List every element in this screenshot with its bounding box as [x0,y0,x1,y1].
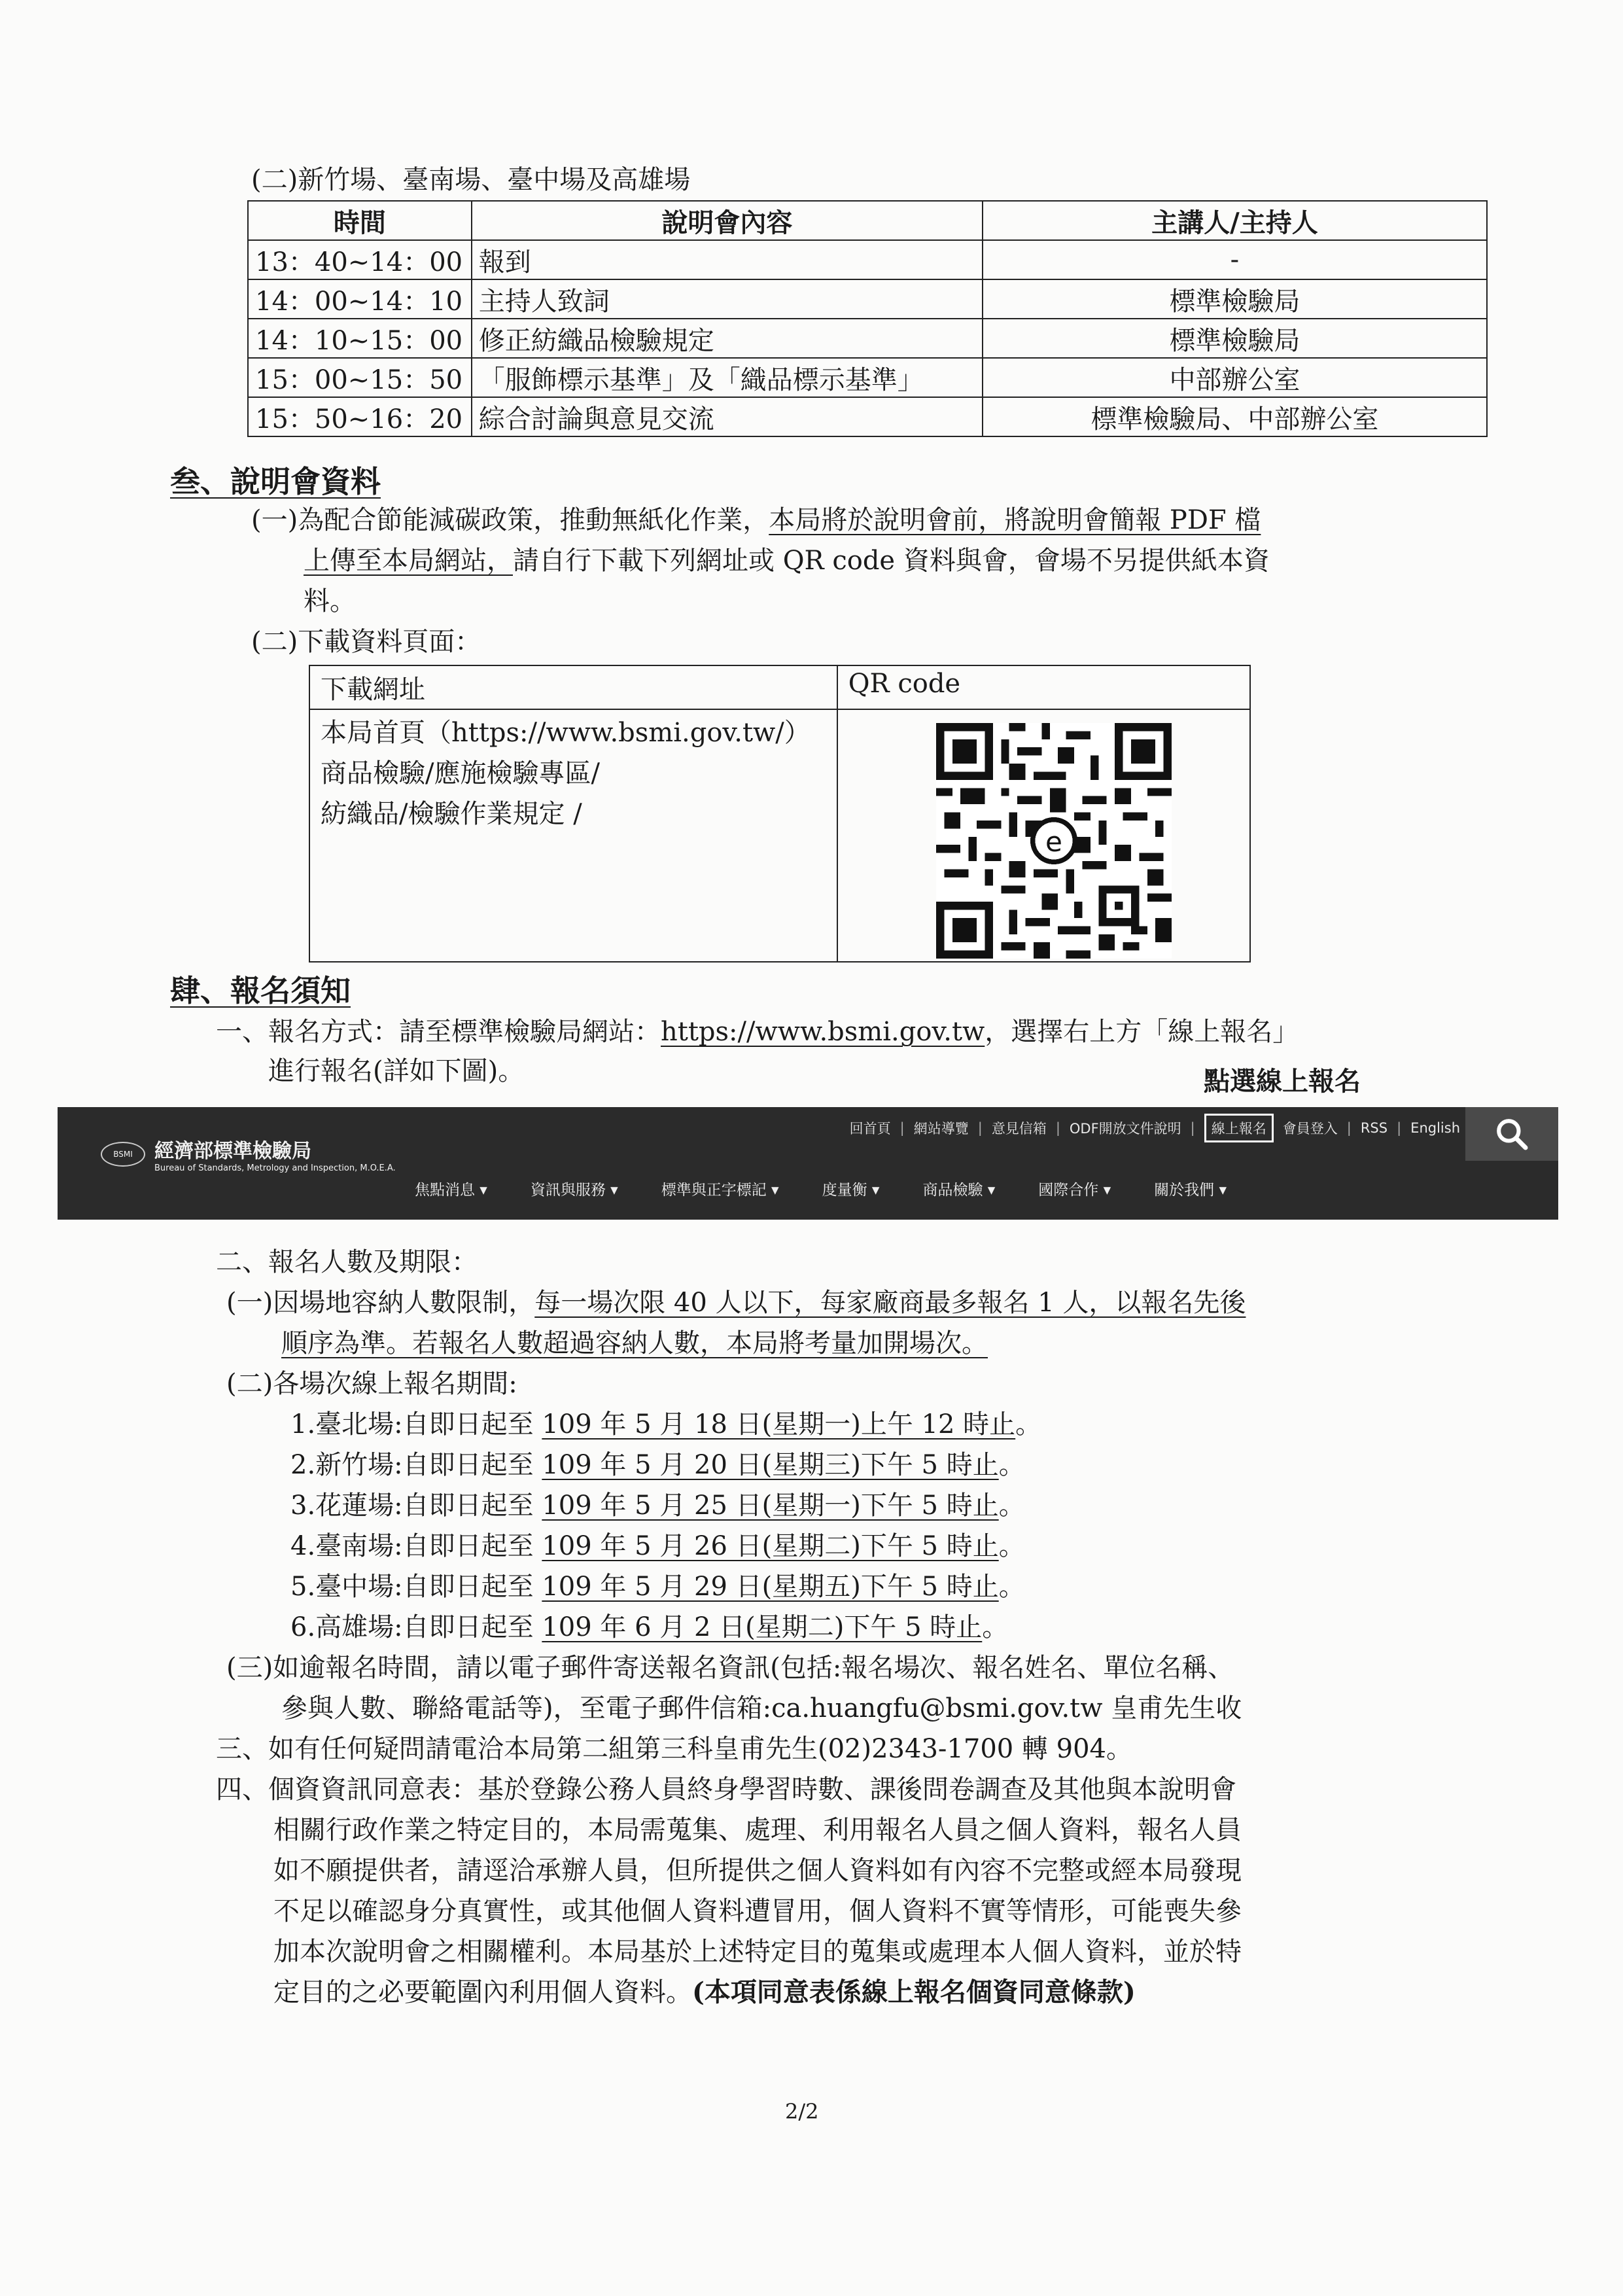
qr-code-image[interactable] [936,723,1172,959]
qr-cell [837,709,1250,962]
cell-content: 綜合討論與意見交流 [472,397,983,436]
sec4-item1-text-b: ，選擇右上方「線上報名」 [985,1017,1299,1047]
table-header-row [248,201,1487,240]
cell-time: 14：10~15：00 [248,319,472,358]
svg-text:e: e [1045,826,1062,858]
download-url-line[interactable]: 商品檢驗/應施檢驗專區/ [321,758,600,788]
item2-para3-line2: 參與人數、聯絡電話等)，至電子郵件信箱:ca.huangfu@bsmi.gov.tw 皇甫先生收 [281,1693,1242,1723]
download-header-url: 下載網址 [309,665,837,709]
nav-inspection[interactable]: 商品檢驗 ▾ [922,1182,996,1199]
cell-content: 報到 [472,240,983,279]
download-row [309,709,1250,962]
venue-deadline: 109 年 5 月 18 日(星期一)上午 12 時止 [542,1409,1016,1439]
top-links-bar: 回首頁 | 網站導覽 | 意見信箱 | ODF開放文件說明 | 線上報名 會員登入 | RSS | English [850,1114,1460,1142]
item4-last-line [273,1976,1136,2009]
download-url-cell [309,709,837,962]
venue-label: 3.花蓮場:自即日起至 [290,1491,542,1521]
venue-suffix: 。 [998,1572,1025,1602]
download-header-qr: QR code [837,665,1250,709]
table-row [248,358,1487,397]
table-row [248,279,1487,319]
column-header-time: 時間 [248,201,472,240]
search-button[interactable] [1465,1107,1558,1161]
venue-deadline: 109 年 5 月 20 日(星期三)下午 5 時止 [542,1450,999,1480]
top-link-online-registration[interactable]: 線上報名 [1204,1114,1274,1142]
nav-info-services[interactable]: 資訊與服務 ▾ [530,1182,618,1199]
venue-deadline: 109 年 6 月 2 日(星期二)下午 5 時止 [542,1612,983,1642]
item4-line: 加本次說明會之相關權利。本局基於上述特定目的蒐集或處理本人個人資料，並於特 [273,1937,1242,1967]
table-row [248,319,1487,358]
top-link-member-login[interactable]: 會員登入 [1282,1121,1338,1137]
venue-suffix: 。 [982,1612,1009,1642]
cell-time: 15：00~15：50 [248,358,472,397]
venue-suffix: 。 [998,1491,1025,1521]
download-table [309,665,1251,963]
item2-p1-underlined: 每一場次限 40 人以下，每家廠商最多報名 1 人，以報名先後 [534,1288,1246,1318]
sec3-p1-text2: 請自行下載下列網址或 QR code 資料與會，會場不另提供紙本資 [513,546,1270,576]
cell-speaker: 標準檢驗局 [983,319,1487,358]
top-link-feedback[interactable]: 意見信箱 [991,1121,1047,1137]
sec3-p1-underlined: 本局將於說明會前，將說明會簡報 PDF 檔 [769,505,1261,535]
sec3-p1-text: (一)為配合節能減碳政策，推動無紙化作業， [251,505,769,535]
column-header-speaker: 主講人/主持人 [983,201,1487,240]
item2-para3-line1: (三)如逾報名時間，請以電子郵件寄送報名資訊(包括:報名場次、報名姓名、單位名稱、 [226,1653,1234,1683]
sec4-item1-text: 一、報名方式：請至標準檢驗局網站： [216,1017,661,1047]
venue-suffix: 。 [998,1450,1025,1480]
column-header-content: 說明會內容 [472,201,983,240]
venue-period-line [290,1449,1025,1481]
item2-title: 二、報名人數及期限： [216,1247,478,1277]
item4-consent-note: (本項同意表係線上報名個資同意條款) [692,1977,1136,2007]
venue-period-line [290,1570,1025,1603]
logo-title: 經濟部標準檢驗局 [154,1140,311,1163]
section-3-title: 叁、說明會資料 [170,464,381,499]
sec4-item1-line2: 進行報名(詳如下圖)。 [268,1056,525,1086]
nav-metrology[interactable]: 度量衡 ▾ [822,1182,880,1199]
website-banner [58,1107,1558,1220]
venue-period-line [290,1611,1008,1644]
sec4-item1-line1 [216,1016,1299,1048]
logo-subtitle: Bureau of Standards, Metrology and Inspection, M.O.E.A. [154,1163,396,1173]
cell-speaker: 標準檢驗局、中部辦公室 [983,397,1487,436]
item4-line: 如不願提供者，請逕洽承辦人員，但所提供之個人資料如有內容不完整或經本局發現 [273,1856,1242,1886]
venue-label: 5.臺中場:自即日起至 [290,1572,542,1602]
top-link-rss[interactable]: RSS [1360,1120,1388,1136]
venue-suffix: 。 [998,1531,1025,1561]
main-nav [415,1178,1270,1199]
venue-period-line [290,1530,1025,1563]
callout-label: 點選線上報名 [1204,1066,1361,1097]
sec3-p1-underlined2: 上傳至本局網站， [304,546,513,576]
item2-para1-line2: 順序為準。若報名人數超過容納人數，本局將考量加開場次。 [281,1328,988,1358]
sec3-para2: (二)下載資料頁面： [251,627,481,657]
top-link-english[interactable]: English [1410,1120,1460,1136]
item2-para1-line1 [226,1286,1246,1319]
venue-period-line [290,1489,1025,1522]
sec3-para1-line3: 料。 [304,586,356,616]
venue-deadline: 109 年 5 月 25 日(星期一)下午 5 時止 [542,1491,999,1521]
item4-line: 不足以確認身分真實性，或其他個人資料遭冒用，個人資料不實等情形，可能喪失參 [273,1896,1242,1926]
bsmi-emblem-icon [101,1142,145,1167]
nav-about[interactable]: 關於我們 ▾ [1154,1182,1227,1199]
table-row [248,240,1487,279]
cell-speaker: - [983,240,1487,279]
nav-standards[interactable]: 標準與正字標記 ▾ [661,1182,779,1199]
venue-suffix: 。 [1015,1409,1042,1439]
bsmi-emblem-text: BSMI [113,1149,133,1159]
cell-content: 修正紡織品檢驗規定 [472,319,983,358]
venue-deadline: 109 年 5 月 29 日(星期五)下午 5 時止 [542,1572,999,1602]
schedule-table [247,200,1488,437]
cell-time: 14：00~14：10 [248,279,472,319]
cell-content: 「服飾標示基準」及「織品標示基準」 [472,358,983,397]
table-row [248,397,1487,436]
item4-last-text: 定目的之必要範圍內利用個人資料。 [273,1977,692,2007]
section-4-title: 肆、報名須知 [170,973,351,1008]
nav-news[interactable]: 焦點消息 ▾ [415,1182,487,1199]
venue-label: 4.臺南場:自即日起至 [290,1531,542,1561]
download-url-line[interactable]: 本局首頁（https://www.bsmi.gov.tw/） [321,718,811,748]
download-url-line[interactable]: 紡織品/檢驗作業規定 / [321,799,582,829]
venue-label: 2.新竹場:自即日起至 [290,1450,542,1480]
search-icon [1493,1116,1530,1152]
venue-deadline: 109 年 5 月 26 日(星期二)下午 5 時止 [542,1531,999,1561]
nav-international[interactable]: 國際合作 ▾ [1038,1182,1111,1199]
cell-speaker: 標準檢驗局 [983,279,1487,319]
sec3-para1-line1 [251,504,1261,537]
item4-line: 相關行政作業之特定目的，本局需蒐集、處理、利用報名人員之個人資料，報名人員 [273,1815,1242,1845]
bsmi-url-link[interactable]: https://www.bsmi.gov.tw [661,1017,985,1047]
top-link-home[interactable]: 回首頁 [849,1121,891,1137]
item2-p1-text: (一)因場地容納人數限制， [226,1288,535,1318]
item4-line: 四、個資資訊同意表：基於登錄公務人員終身學習時數、課後問卷調查及其他與本說明會 [216,1775,1236,1805]
item3-contact: 三、如有任何疑問請電洽本局第二組第三科皇甫先生(02)2343-1700 轉 904。 [216,1734,1132,1764]
download-header-row [309,665,1250,709]
schedule-subheading: (二)新竹場、臺南場、臺中場及高雄場 [251,165,691,195]
top-link-odf[interactable]: ODF開放文件說明 [1069,1121,1181,1137]
cell-content: 主持人致詞 [472,279,983,319]
venue-label: 6.高雄場:自即日起至 [290,1612,542,1642]
item2-para2: (二)各場次線上報名期間: [226,1369,517,1399]
venue-period-line [290,1408,1041,1441]
page-number: 2/2 [785,2099,819,2124]
venue-label: 1.臺北場:自即日起至 [290,1409,542,1439]
cell-time: 13：40~14：00 [248,240,472,279]
cell-speaker: 中部辦公室 [983,358,1487,397]
bsmi-logo[interactable] [101,1135,396,1173]
top-link-sitemap[interactable]: 網站導覽 [913,1121,969,1137]
cell-time: 15：50~16：20 [248,397,472,436]
sec3-para1-line2 [304,544,1270,577]
